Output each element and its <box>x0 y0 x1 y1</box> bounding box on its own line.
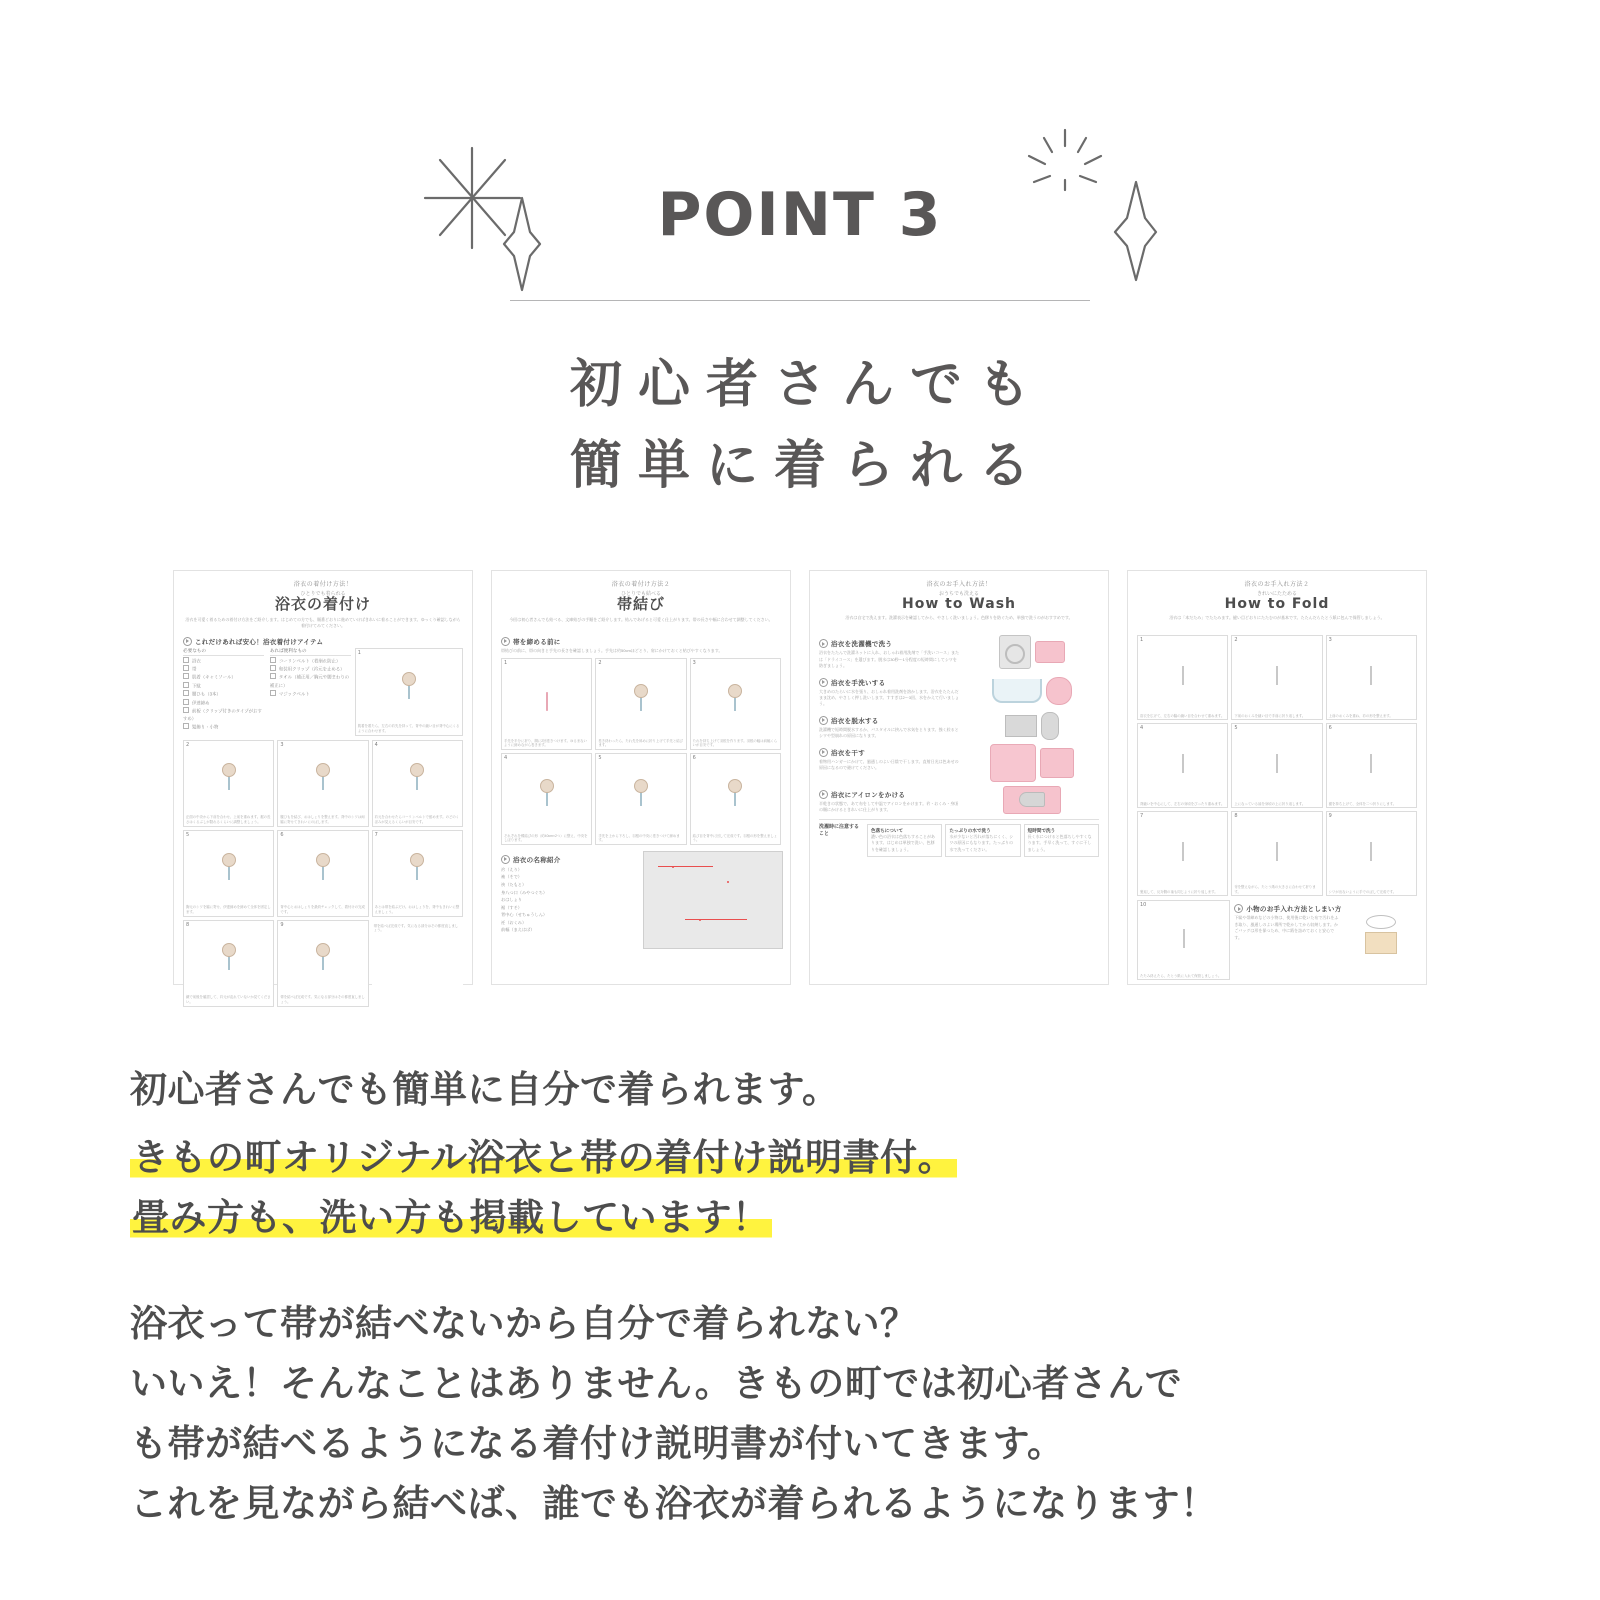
list-item: 袂（たもと） <box>501 882 527 888</box>
figure-person <box>640 788 642 806</box>
sheet-title: 帯結び <box>616 596 665 613</box>
arrow-bullet-icon <box>501 855 510 864</box>
headline-line-1: 初心者さんでも <box>569 355 1046 415</box>
sheet-obi-tying[interactable] <box>491 570 791 985</box>
step-cell <box>355 648 463 736</box>
step-number: 9 <box>1328 813 1332 820</box>
figure-fold <box>1276 755 1278 773</box>
footnote-text: 帯を結べば完成です。気になる部分はその都度直しましょう。 <box>373 923 459 933</box>
list-item: 帯 <box>183 665 264 673</box>
list-item: 衽（おくみ） <box>501 919 527 925</box>
caution-body: 水が少ないと汚れが落ちにくく、シワの原因にもなります。たっぷりの水で洗ってください。 <box>949 833 1014 852</box>
step-cell <box>690 658 781 750</box>
figure-yukata-diagram <box>643 851 783 949</box>
copy-line-2-wrapper <box>130 1128 1490 1188</box>
step-caption: たれを持ち上げて羽根を作ります。羽根の幅は肩幅くらいが目安です。 <box>692 738 778 748</box>
step-number: 1 <box>504 659 508 666</box>
caution-title: 短時間で洗う <box>1027 827 1056 833</box>
figure-hand-wash <box>965 674 1099 708</box>
figure-person <box>416 772 418 790</box>
list-item: 裾（すそ） <box>501 904 522 910</box>
step-caption: 鏡で前後を確認して、衿元が乱れていないか見てください。 <box>186 995 271 1004</box>
sheet-lead: 浴衣を可愛く着るための着付け方法をご紹介します。はじめての方でも、順番どおりに進めていけばきれいに着ることができます。ゆっくり確認しながら着付けてみてください。 <box>185 616 461 628</box>
section-body: 半乾きの状態で、あて布をして中温でアイロンをかけます。衿・おくみ・身頃の順にかけるときれいに仕上がります。 <box>819 800 959 813</box>
arrow-bullet-icon <box>819 790 828 799</box>
step-number: 4 <box>504 754 508 761</box>
copy-line-3-wrapper <box>130 1188 1490 1248</box>
step-number: 7 <box>1140 813 1144 820</box>
step-cell <box>183 920 274 1007</box>
step-caption: 正面の中央から下前を合わせ、上前を重ねます。裾の長さはくるぶしが隠れるくらいに調整しましょう。 <box>186 815 271 824</box>
step-caption: 衿元を合わせたらコーリンベルトで留めます。のどのくぼみが見えるくらいが目安です。 <box>374 815 460 824</box>
sheet-yukata-dressing[interactable] <box>173 570 473 1004</box>
caution-item <box>1024 824 1099 857</box>
list-item: タオル（補正用／胸元や腰まわりの補正に） <box>269 674 350 688</box>
section-title: 浴衣を脱水する <box>831 717 879 725</box>
step-number: 1 <box>357 649 361 656</box>
sheet-ribbon: 浴衣の着付け方法！ <box>293 582 353 588</box>
step-number: 9 <box>280 921 284 928</box>
figure-person <box>228 952 230 970</box>
sheet-title: How to Wash <box>901 596 1017 612</box>
step-cell <box>1137 723 1228 808</box>
step-caption: 上になっている袖を身頃の上に折り返します。 <box>1234 801 1306 806</box>
figure-fold <box>1182 667 1184 685</box>
figure-person <box>734 788 736 806</box>
list-item: コーリンベルト（着崩れ防止） <box>270 657 351 665</box>
sheet-ribbon: 浴衣のお手入れ方法！ <box>926 582 992 588</box>
figure-obi <box>546 693 548 711</box>
step-cell <box>1137 900 1230 980</box>
steps-grid <box>501 658 781 845</box>
step-caption: 帯を結べば完成です。気になる部分はその都度直しましょう。 <box>280 995 365 1004</box>
section-header-wash-hand <box>819 678 960 687</box>
sheet-ribbon: 浴衣のお手入れ方法２ <box>1244 582 1310 588</box>
step-cell <box>1137 811 1228 896</box>
list-item: 浴衣 <box>183 657 264 665</box>
steps-grid <box>1137 635 1417 896</box>
copy-line-2: きもの町オリジナル浴衣と帯の着付け説明書付。 <box>132 1135 956 1179</box>
figure-person <box>416 862 418 880</box>
step-number: 2 <box>186 741 190 748</box>
step-caption: 結び目を背中に回して完成です。羽根の形を整えましょう。 <box>692 833 778 843</box>
step-cell <box>1231 723 1322 808</box>
needed-list <box>183 657 264 732</box>
steps-grid <box>183 740 463 1007</box>
step-number: 5 <box>1234 725 1238 732</box>
figure-person <box>546 788 548 806</box>
figure-person <box>322 952 324 970</box>
sheet-ribbon: 浴衣の着付け方法２ <box>611 582 671 588</box>
figure-fold <box>1370 843 1372 861</box>
step-caption: たたみ終えたら、たとう紙に入れて保管しましょう。 <box>1140 973 1222 978</box>
step-caption: シワが出ないように手でのばして完成です。 <box>1328 889 1397 894</box>
figure-fold <box>1182 843 1184 861</box>
step-cell <box>277 920 368 1007</box>
section-header-wash-machine <box>819 639 960 648</box>
step-caption: 下前のおくみを縫い目で手前に折り返します。 <box>1234 713 1306 718</box>
sheet-subtitle: ひとりでも着られる <box>300 591 346 597</box>
headline-line-2: 簡単に着られる <box>569 435 1046 496</box>
step-caption: 浴衣を広げて、左右の脇の縫い目を合わせて重ねます。 <box>1140 713 1225 718</box>
step-number: 2 <box>598 659 602 666</box>
section-body: 浴衣をたたんで洗濯ネットに入れ、おしゃれ着用洗剤で「手洗いコース」または「ドライコース」を選びます。脱水は30秒〜1分程度の短時間にしてシワを防ぎましょう。 <box>819 650 960 669</box>
step-caption: 背縫いを中心にして、左右の身頃をぴったり重ねます。 <box>1140 801 1225 806</box>
step-cell <box>1326 635 1417 720</box>
copy-line-6: も帯が結べるようになる着付け説明書が付いてきます。 <box>130 1421 1065 1465</box>
step-number: 7 <box>374 831 378 838</box>
section-body: 洗濯機で短時間脱水するか、バスタオルに挟んで水気をとります。強く絞るとシワや型崩れの原因になります。 <box>819 726 959 739</box>
step-number: 6 <box>692 754 696 761</box>
figure-fold <box>1276 667 1278 685</box>
figure-accessories <box>1346 915 1417 954</box>
section-title: 浴衣にアイロンをかける <box>831 791 906 799</box>
step-cell <box>595 658 686 750</box>
step-caption: 手先を半分に折り、胴に2回巻きつけます。ゆるまないように締めながら巻きます。 <box>504 738 587 748</box>
section-header-items <box>183 637 463 646</box>
sheet-how-to-wash[interactable] <box>809 570 1109 985</box>
copy-line-3: 畳み方も、洗い方も掲載しています！ <box>132 1195 770 1239</box>
step-cell <box>595 753 686 845</box>
step-cell <box>501 753 592 845</box>
point-label: POINT 3 <box>657 180 943 250</box>
list-item: 身八つ口（みやつぐち） <box>501 889 548 895</box>
list-item: 腰ひも（3本） <box>183 690 264 698</box>
section-header-accessories <box>1234 904 1417 913</box>
step-cell <box>183 830 274 917</box>
step-number: 6 <box>1328 725 1332 732</box>
step-number: 5 <box>186 831 190 838</box>
sheet-lead: 浴衣は自宅で洗えます。洗濯表示を確認してから、やさしく洗いましょう。色移りを防ぐため、単独で洗うのがおすすめです。 <box>845 615 1073 621</box>
figure-washing-machine <box>965 635 1099 669</box>
body-copy <box>130 1060 1490 1534</box>
step-caption: 手先を上から下ろし、羽根の中央に巻きつけて締めます。 <box>598 833 680 843</box>
step-caption: 裾を持ち上げて、全体を二つ折りにします。 <box>1328 801 1397 806</box>
copy-line-7: これを見ながら結べば、誰でも浴衣が着られるようになります！ <box>130 1481 1218 1525</box>
list-item: 下駄 <box>183 682 264 690</box>
step-cell <box>1137 635 1228 720</box>
list-item: 袖（そで） <box>501 874 522 880</box>
step-number: 10 <box>1140 902 1147 909</box>
step-caption: 巻き終わったら、たれ先を斜めに折り上げて手先と結びます。 <box>598 738 684 748</box>
sheet-title: How to Fold <box>1224 596 1330 612</box>
caution-title: たっぷりの水で洗う <box>949 827 991 833</box>
caution-body: 長く水につけると色落ちしやすくなります。手早く洗って、すぐに干しましょう。 <box>1027 833 1092 852</box>
section-title: これだけあれば安心！浴衣着付けアイテム <box>195 638 324 646</box>
section-body: 着物用ハンガーにかけて、風通しのよい日陰で干します。直射日光は色あせの原因になるので避けてください。 <box>819 758 959 771</box>
step-caption: 형を整えながら、たとう紙の大きさに合わせて折ります。 <box>1234 885 1316 894</box>
step-caption: 背中心とおはしょりを最終チェックして、着付けの完成です。 <box>280 905 365 914</box>
section-header-names <box>501 855 639 864</box>
sparkle-icon-left <box>430 140 560 295</box>
section-header-pre <box>501 637 781 646</box>
step-cell <box>183 740 274 827</box>
sparkle-icon-right <box>1020 120 1180 285</box>
section-title: 浴衣を干す <box>831 749 865 757</box>
step-cell <box>277 740 368 827</box>
section-body: 大きめのたらいに水を張り、おしゃれ着用洗剤を溶かします。浴衣をたたんだまま沈め、やさしく押し洗いします。すすぎは2〜3回、水をかえて行いましょう。 <box>819 688 960 707</box>
sheet-lead: 今回は初心者さんでも結べる、文庫結びの手順をご紹介します。結んであげると可愛く仕上がります。帯の長さや幅に合わせて調整してください。 <box>509 616 773 622</box>
figure-person <box>734 693 736 711</box>
caution-label: 洗濯時に注意すること <box>819 823 860 837</box>
figure-fold <box>1182 755 1184 773</box>
figure-person <box>408 681 410 699</box>
step-cell <box>1326 811 1417 896</box>
step-number: 4 <box>1140 725 1144 732</box>
step-number: 8 <box>186 921 190 928</box>
arrow-bullet-icon <box>819 748 828 757</box>
figure-person <box>228 862 230 880</box>
arrow-bullet-icon <box>819 716 828 725</box>
optional-label: あれば便利なもの <box>270 648 351 656</box>
section-header-dehydrate <box>819 716 960 725</box>
list-item: 伊達締め <box>183 699 264 707</box>
list-item: 背中心（せちゅうしん） <box>501 912 548 918</box>
copy-line-4: 浴衣って帯が結べないから自分で着られない？ <box>130 1301 918 1345</box>
figure-fold <box>1370 755 1372 773</box>
step-caption: 裏返して、反対側の袖も同じように折り返します。 <box>1140 889 1218 894</box>
list-item: 前板（クリップ付きのタイプがおすすめ） <box>183 707 264 723</box>
section-title: 小物のお手入れ方法としまい方 <box>1246 906 1342 914</box>
step-number: 6 <box>280 831 284 838</box>
figure-person <box>322 772 324 790</box>
section-body: 帯結びの前に、帯の向きと手先の長さを確認しましょう。手先は約50cmほどとり、肩にかけておくと結びやすくなります。 <box>501 647 723 653</box>
step-cell <box>372 830 463 917</box>
step-number: 5 <box>598 754 602 761</box>
list-item: 髪飾り・小物 <box>183 723 264 731</box>
section-title: 浴衣を手洗いする <box>831 679 886 687</box>
arrow-bullet-icon <box>501 637 510 646</box>
step-number: 8 <box>1234 813 1238 820</box>
sheet-footnote <box>372 920 463 1007</box>
name-list <box>501 866 639 934</box>
needed-label: 必要なもの <box>183 648 264 656</box>
step-cell <box>1231 635 1322 720</box>
step-cell <box>690 753 781 845</box>
header-divider <box>510 300 1090 301</box>
list-item: 和装用クリップ（衿元を止める） <box>270 665 351 673</box>
optional-list <box>270 657 351 699</box>
sheet-how-to-fold[interactable] <box>1127 570 1427 985</box>
list-item: 前幅（まえはば） <box>501 927 535 933</box>
copy-line-5: いいえ！そんなことはありません。きもの町では初心者さんで <box>130 1361 1183 1405</box>
caution-item <box>945 824 1020 857</box>
figure-dehydrate <box>965 712 1099 740</box>
step-number: 3 <box>692 659 696 666</box>
figure-person <box>640 693 642 711</box>
page-header <box>0 130 1600 506</box>
step-cell <box>372 740 463 827</box>
list-item: おはしょり <box>501 897 522 903</box>
step-number: 1 <box>1140 637 1144 644</box>
step-caption: 肌着を着たら、左右の衿先を持って、背中の縫い目が背中心にくるように合わせます。 <box>357 724 460 733</box>
step-number: 2 <box>1234 637 1238 644</box>
step-caption: 胸元のシワを脇に寄せ、伊達締めを締めて全体を固定します。 <box>186 905 271 914</box>
page-headline <box>0 345 1600 506</box>
section-title: 浴衣の名称紹介 <box>513 856 561 864</box>
sheet-subtitle: ひとりでも結べる <box>620 591 661 597</box>
section-header-dry <box>819 748 960 757</box>
step-cell <box>1326 723 1417 808</box>
step-cell <box>277 830 368 917</box>
section-header-iron <box>819 790 960 799</box>
point-title-row <box>450 130 1150 300</box>
section-title: 浴衣を洗濯機で洗う <box>831 641 893 649</box>
caution-title: 色落ちについて <box>871 827 904 833</box>
arrow-bullet-icon <box>183 637 192 646</box>
sheet-lead: 浴衣は「本だたみ」でたたみます。縫い目どおりにたたむのが基本です。たたんだらたとう紙に包んで保管しましょう。 <box>1169 615 1385 621</box>
figure-fold <box>1183 930 1185 948</box>
section-title: 帯を締める前に <box>513 638 561 646</box>
figure-drying <box>965 744 1099 782</box>
step-cell <box>501 658 592 750</box>
step-number: 3 <box>1328 637 1332 644</box>
sheet-subtitle: きれいにたためる <box>1256 591 1297 597</box>
step-caption: 上前のおくみを重ね、衿の形を整えます。 <box>1328 713 1393 718</box>
arrow-bullet-icon <box>819 678 828 687</box>
copy-line-1: 初心者さんでも簡単に自分で着られます。 <box>130 1068 840 1111</box>
figure-fold <box>1276 843 1278 861</box>
list-item: 肌着（キャミソール） <box>183 673 264 681</box>
list-item: マジックベルト <box>270 690 351 698</box>
sheet-title: 浴衣の着付け <box>274 596 371 613</box>
step-number: 3 <box>280 741 284 748</box>
instruction-sheets <box>0 570 1600 1004</box>
step-caption: あとは帯を結ぶだけ。おはしょりを、背中もきれいに整えましょう。 <box>374 905 460 914</box>
figure-ironing <box>965 786 1099 814</box>
section-body: 下駄や帯締めなどの小物は、使用後に乾いた布で汚れをふき取り、風通しのよい場所で乾かしてから収納します。かごバッグは形を保つため、中に紙を詰めておくと安心です。 <box>1234 915 1339 940</box>
figure-person <box>228 772 230 790</box>
figure-person <box>322 862 324 880</box>
list-item: 衿（えり） <box>501 866 522 872</box>
arrow-bullet-icon <box>1234 904 1243 913</box>
caution-body: 濃い色の浴衣は色落ちすることがあります。はじめは単独で洗い、色移りを確認しましょう。 <box>871 833 935 852</box>
step-caption: それぞれを蝶結びの形（約40cm×2つ）に整え、中央をしぼります。 <box>504 833 588 843</box>
figure-fold <box>1370 667 1372 685</box>
sheet-subtitle: おうちでも洗える <box>939 591 979 597</box>
step-number: 4 <box>374 741 378 748</box>
step-caption: 腰ひもを結び、おはしょりを整えます。背中のシワは両脇に寄せてきれいにのばします。 <box>280 815 365 824</box>
step-cell <box>1231 811 1322 896</box>
caution-item <box>867 824 942 857</box>
arrow-bullet-icon <box>819 639 828 648</box>
